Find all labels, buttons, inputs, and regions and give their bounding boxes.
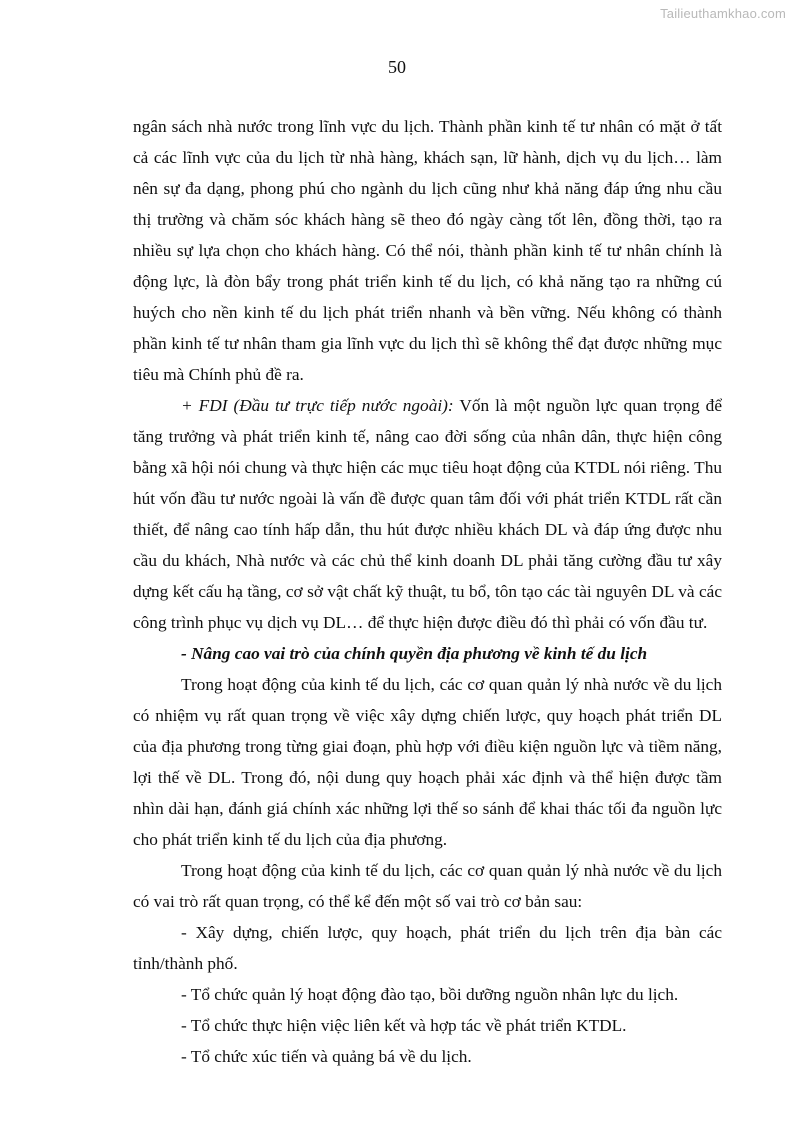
fdi-text: Vốn là một nguồn lực quan trọng để bbox=[453, 396, 722, 415]
bullet-item bbox=[133, 1041, 722, 1072]
text-line: tỉnh/thành phố. bbox=[133, 954, 238, 973]
text-line: tăng trưởng và phát triển kinh tế, nâng cao đời sống của nhân dân, thực hiện công bbox=[133, 427, 722, 446]
text-line: nhìn dài hạn, đánh giá chính xác những lợi thế so sánh để khai thác tối đa nguồn lực bbox=[133, 799, 722, 818]
text-line: huých cho nền kinh tế du lịch phát triển nhanh và bền vững. Nếu không có thành bbox=[133, 303, 722, 322]
page-number: 50 bbox=[388, 57, 406, 77]
text-line: nên sự đa dạng, phong phú cho ngành du lịch cũng như khả năng đáp ứng nhu cầu bbox=[133, 179, 722, 198]
section-heading bbox=[133, 638, 722, 669]
text-line: thị trường và chăm sóc khách hàng sẽ theo đó ngày càng tốt lên, đồng thời, tạo ra bbox=[133, 210, 722, 229]
text-line: cả các lĩnh vực của du lịch từ nhà hàng, khách sạn, lữ hành, dịch vụ du lịch… làm bbox=[133, 148, 722, 167]
text-line: thiết, để nâng cao tính hấp dẫn, thu hút được nhiều khách DL và đáp ứng được nhu bbox=[133, 520, 722, 539]
document-body bbox=[133, 111, 722, 1072]
text-line: - Xây dựng, chiến lược, quy hoạch, phát triển du lịch trên địa bàn các bbox=[181, 923, 722, 942]
fdi-label: + FDI (Đầu tư trực tiếp nước ngoài): bbox=[181, 396, 454, 415]
text-line: động lực, là đòn bẩy trong phát triển kinh tế du lịch, có khả năng tạo ra những cú bbox=[133, 272, 722, 291]
bullet-item bbox=[133, 917, 722, 979]
paragraph-roles bbox=[133, 855, 722, 917]
text-line: bằng xã hội nói chung và thực hiện các mục tiêu hoạt động của KTDL nói riêng. Thu bbox=[133, 458, 722, 477]
text-line: nhiều sự lựa chọn cho khách hàng. Có thể nói, thành phần kinh tế tư nhân chính là bbox=[133, 241, 722, 260]
text-line: - Tổ chức quản lý hoạt động đào tạo, bồi dưỡng nguồn nhân lực du lịch. bbox=[181, 985, 679, 1004]
paragraph-fdi bbox=[133, 390, 722, 638]
text-line: có nhiệm vụ rất quan trọng về việc xây dựng chiến lược, quy hoạch phát triển DL bbox=[133, 706, 722, 725]
text-line: hút vốn đầu tư nước ngoài là vấn đề được quan tâm đối với phát triển KTDL rất cần bbox=[133, 489, 722, 508]
paragraph-private-sector bbox=[133, 111, 722, 390]
text-line: lợi thế về DL. Trong đó, nội dung quy hoạch phải xác định và thể hiện được tầm bbox=[133, 768, 722, 787]
text-line: ngân sách nhà nước trong lĩnh vực du lịch. Thành phần kinh tế tư nhân có mặt ở tất bbox=[133, 117, 722, 136]
bullet-item bbox=[133, 979, 722, 1010]
paragraph-local-government bbox=[133, 669, 722, 855]
text-line: - Tổ chức xúc tiến và quảng bá về du lịch. bbox=[181, 1047, 472, 1066]
text-line: của địa phương trong từng giai đoạn, phù hợp với điều kiện nguồn lực và tiềm năng, bbox=[133, 737, 722, 756]
watermark: Tailieuthamkhao.com bbox=[660, 6, 786, 21]
text-line: Trong hoạt động của kinh tế du lịch, các cơ quan quản lý nhà nước về du lịch bbox=[181, 861, 722, 880]
text-line: dựng kết cấu hạ tầng, cơ sở vật chất kỹ thuật, tu bổ, tôn tạo các tài nguyên DL và các bbox=[133, 582, 722, 601]
text-line: tiêu mà Chính phủ đề ra. bbox=[133, 365, 304, 384]
text-line: cầu du khách, Nhà nước và các chủ thể kinh doanh DL phải tăng cường đầu tư xây bbox=[133, 551, 722, 570]
bullet-item bbox=[133, 1010, 722, 1041]
text-line: công trình phục vụ dịch vụ DL… để thực hiện được điều đó thì phải có vốn đầu tư. bbox=[133, 613, 708, 632]
text-line: phần kinh tế tư nhân tham gia lĩnh vực du lịch thì sẽ không thể đạt được những mục bbox=[133, 334, 722, 353]
text-line: cho phát triển kinh tế du lịch của địa phương. bbox=[133, 830, 448, 849]
text-line: - Tổ chức thực hiện việc liên kết và hợp tác về phát triển KTDL. bbox=[181, 1016, 627, 1035]
text-line: Trong hoạt động của kinh tế du lịch, các cơ quan quản lý nhà nước về du lịch bbox=[181, 675, 722, 694]
text-line bbox=[133, 390, 722, 421]
text-line: có vai trò rất quan trọng, có thể kể đến một số vai trò cơ bản sau: bbox=[133, 892, 583, 911]
heading-text: - Nâng cao vai trò của chính quyền địa phương về kinh tế du lịch bbox=[181, 644, 648, 663]
